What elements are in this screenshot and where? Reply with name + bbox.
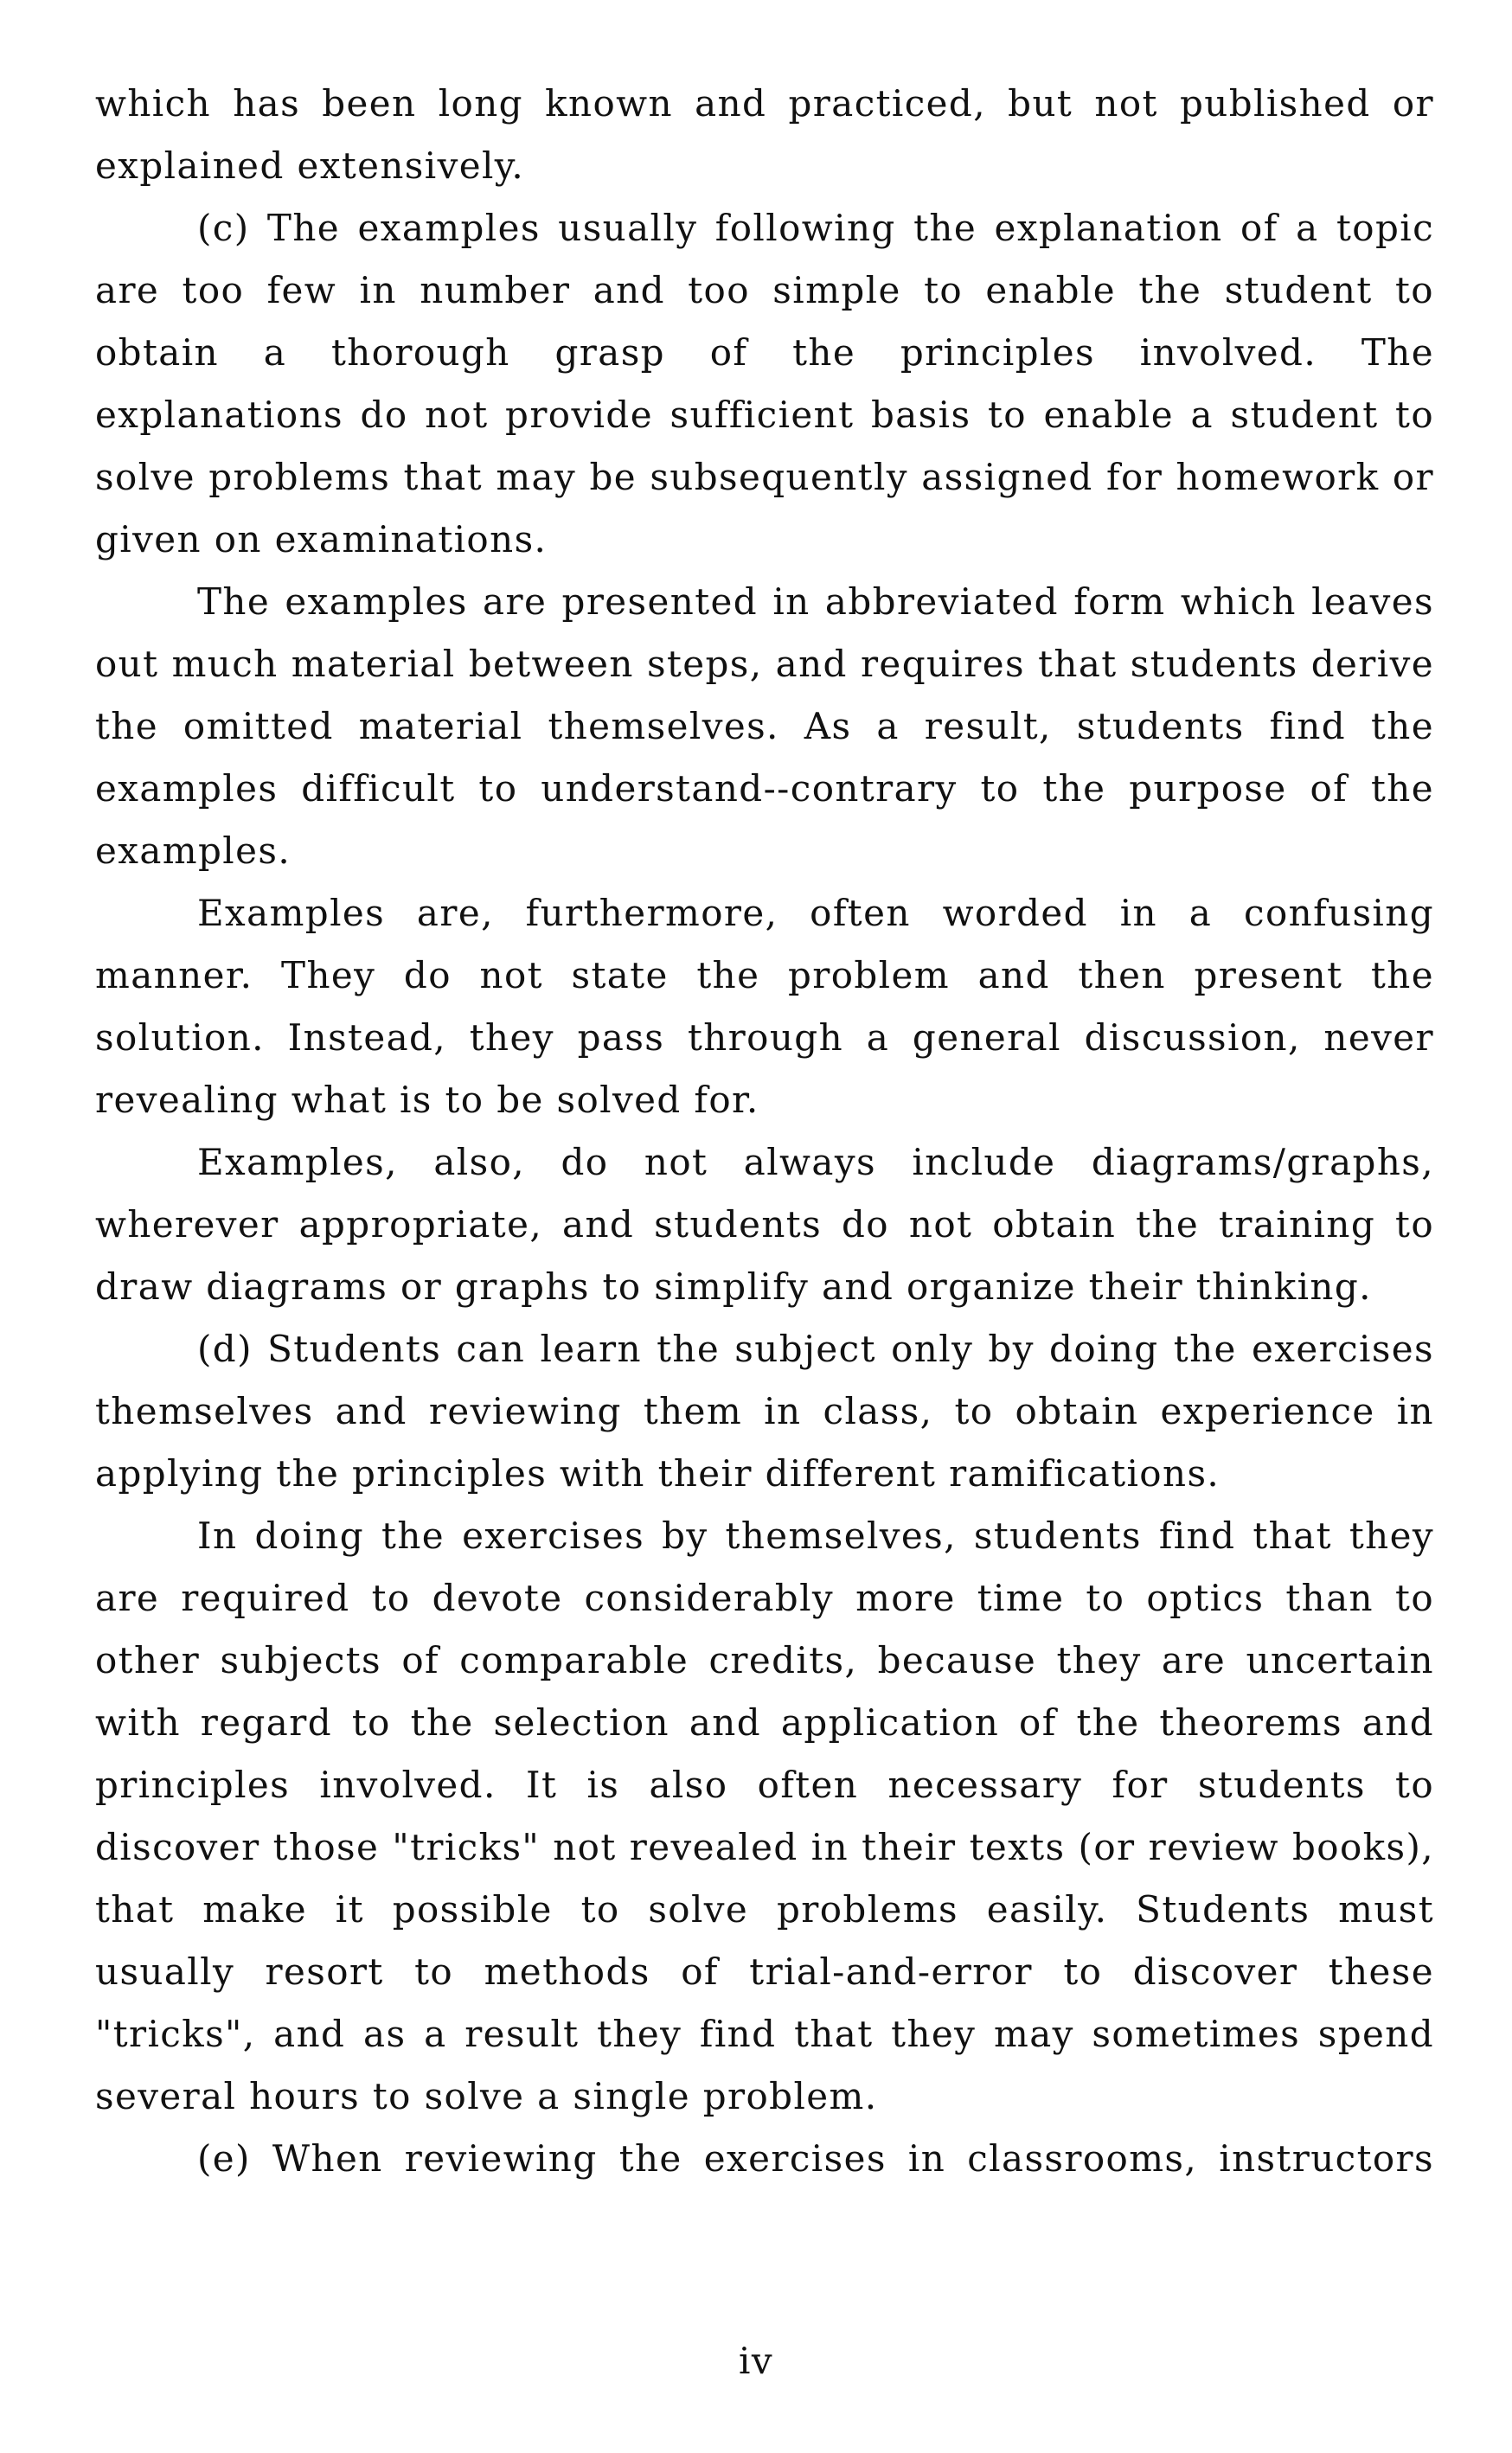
paragraph-item-d: (d) Students can learn the subject only by doing the exercises themselves and reviewing them in class, to obtain experience in applying the principles with their different ramifications. (95, 1328, 1434, 1495)
page-number: iv (739, 2340, 773, 2382)
paragraph-item-c: (c) The examples usually following the explanation of a topic are too few in number and too simple to enable the student to obtain a thorough grasp of the principles involved. The explanations do not provide sufficient basis to enable a student to solve problems that may be subsequently assigned for homework or given on examinations. (95, 207, 1434, 560)
body-text (95, 73, 1434, 2190)
paragraph-continuation: which has been long known and practiced, but not published or explained extensively. (95, 82, 1434, 187)
paragraph-item-e: (e) When reviewing the exercises in classrooms, instructors (197, 2137, 1434, 2180)
paragraph-diagrams: Examples, also, do not always include diagrams/graphs, wherever appropriate, and students do not obtain the training to draw diagrams or graphs to simplify and organize their thinking. (95, 1141, 1434, 1308)
paragraph-confusing-examples: Examples are, furthermore, often worded in a confusing manner. They do not state the problem and then present the solution. Instead, they pass through a general discussion, never revealing what is to be solved for. (95, 892, 1434, 1121)
paragraph-abbreviated-examples: The examples are presented in abbreviated form which leaves out much material between steps, and requires that students derive the omitted material themselves. As a result, students find the examples difficult to understand--contrary to the purpose of the examples. (95, 580, 1434, 872)
paragraph-exercises: In doing the exercises by themselves, students find that they are required to devote considerably more time to optics than to other subjects of comparable credits, because they are uncertain with regard to the selection and application of the theorems and principles involved. It is also often necessary for students to discover those "tricks" not revealed in their texts (or review books), that make it possible to solve problems easily. Students must usually resort to methods of trial-and-error to discover these "tricks", and as a result they find that they may sometimes spend several hours to solve a single problem. (95, 1515, 1434, 2117)
